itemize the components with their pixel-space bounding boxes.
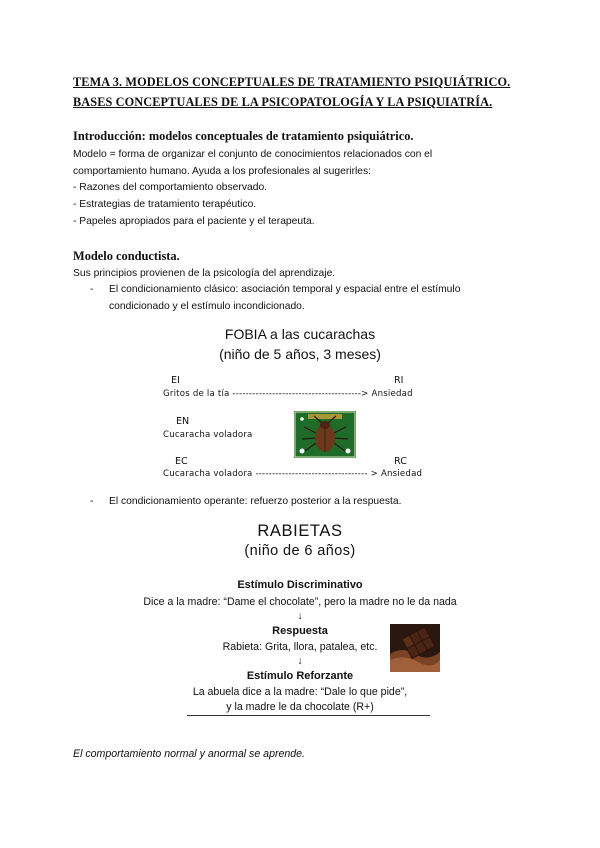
fobia-title: FOBIA a las cucarachas — [224, 326, 376, 342]
fobia-subtitle: (niño de 5 años, 3 meses) — [219, 346, 381, 362]
conductista-heading: Modelo conductista. — [73, 249, 180, 263]
intro-item-3: - Papeles apropiados para el paciente y el terapeuta. — [73, 216, 315, 227]
reforzante-heading: Estímulo Reforzante — [246, 670, 354, 682]
conclusion-text: El comportamiento normal y anormal se aprende. — [73, 748, 305, 760]
intro-heading: Introducción: modelos conceptuales de tratamiento psiquiátrico. — [73, 129, 414, 143]
ri-label: RI — [394, 375, 404, 386]
figure-bottom-rule — [187, 715, 430, 716]
document-title-line2: BASES CONCEPTUALES DE LA PSICOPATOLOGÍA Y LA PSIQUIATRÍA. — [73, 95, 493, 109]
bullet-dash-1: - — [90, 284, 94, 295]
operant-line: El condicionamiento operante: refuerzo posterior a la respuesta. — [109, 496, 402, 507]
conductista-intro: Sus principios provienen de la psicología del aprendizaje. — [73, 268, 336, 279]
en-text: Cucaracha voladora — [163, 430, 253, 440]
intro-item-2: - Estrategias de tratamiento terapéutico. — [73, 199, 257, 210]
ei-association-line: Gritos de la tía ---------------------------------------> Ansiedad — [163, 389, 413, 399]
down-arrow-2: ↓ — [297, 655, 303, 667]
respuesta-heading: Respuesta — [272, 625, 328, 637]
ed-heading: Estímulo Discriminativo — [237, 579, 363, 591]
intro-item-1: - Razones del comportamiento observado. — [73, 182, 268, 193]
ec-label: EC — [175, 456, 188, 467]
intro-line-1: Modelo = forma de organizar el conjunto de conocimientos relacionados con el — [73, 149, 433, 160]
bullet-dash-2: - — [90, 496, 94, 507]
en-label: EN — [176, 416, 190, 427]
down-arrow-1: ↓ — [297, 610, 303, 622]
cockroach-image — [294, 411, 356, 458]
ed-text: Dice a la madre: “Dame el chocolate”, pero la madre no le da nada — [143, 596, 457, 608]
reforzante-line-2: y la madre le da chocolate (R+) — [226, 701, 374, 713]
document-title-line1: TEMA 3. MODELOS CONCEPTUALES DE TRATAMIENTO PSIQUIÁTRICO. — [73, 75, 511, 89]
chocolate-image — [390, 624, 440, 672]
classical-line-2: condicionado y el estímulo incondicionado. — [109, 301, 305, 312]
rabietas-title: RABIETAS — [257, 522, 343, 540]
ei-label: EI — [171, 375, 180, 386]
classical-line-1: El condicionamiento clásico: asociación temporal y espacial entre el estímulo — [109, 284, 461, 295]
ec-association-line: Cucaracha voladora ---------------------------------- > Ansiedad — [163, 469, 423, 479]
respuesta-text: Rabieta: Grita, llora, patalea, etc. — [222, 641, 378, 653]
intro-line-2: comportamiento humano. Ayuda a los profesionales al sugerirles: — [73, 166, 372, 177]
rc-label: RC — [394, 456, 407, 467]
reforzante-line-1: La abuela dice a la madre: “Dale lo que pide”, — [192, 686, 408, 698]
rabietas-subtitle: (niño de 6 años) — [244, 543, 356, 559]
